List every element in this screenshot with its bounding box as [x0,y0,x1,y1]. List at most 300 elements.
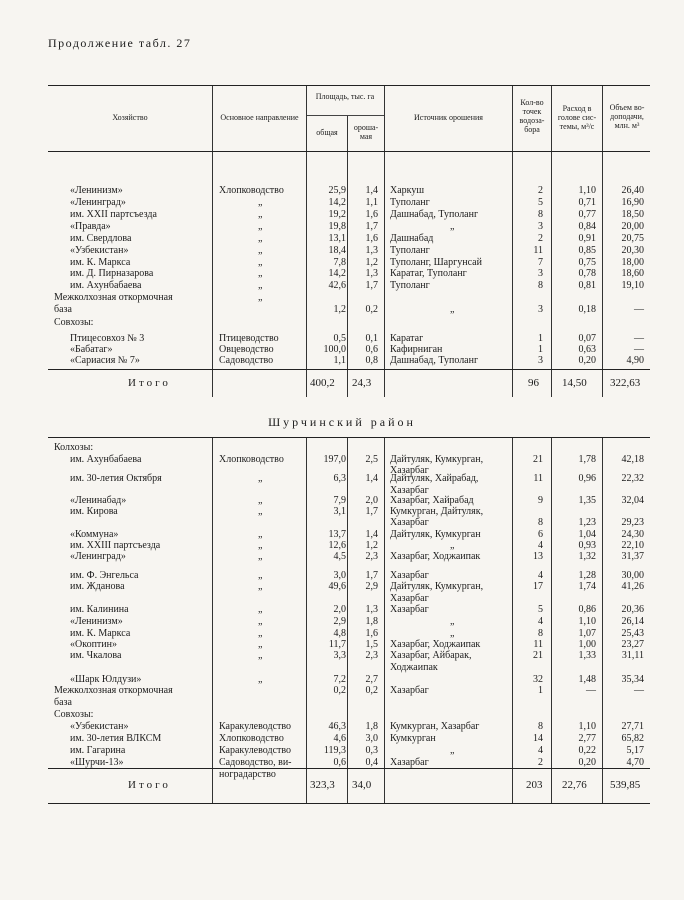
cell-irr: 0,3 [365,745,378,756]
section1-total-rule [48,369,650,370]
cell-farm: им. XXII партсъезда [70,209,157,220]
cell-flow: 1,32 [578,551,596,562]
cell-vol: — [634,333,644,344]
cell-dir: „ [258,233,263,244]
table-row [0,233,684,245]
cell-flow: 0,84 [578,221,596,232]
cell-vol: 29,23 [621,517,644,528]
cell-farm: им. К. Маркса [70,628,131,639]
cell-irr: 2,3 [365,650,378,661]
cell-farm: «Ленинизм» [70,185,123,196]
cell-irr: 1,4 [365,185,378,196]
cell-dir: Каракулеводство [219,745,292,756]
cell-tot: 2,0 [333,604,346,615]
cell-vol: 18,60 [621,268,644,279]
cell-src: „ [450,616,455,627]
cell-farm: им. Жданова [70,581,125,592]
cell-vol: — [634,304,644,315]
cell-irr: 1,3 [365,604,378,615]
cell-irr: 0,2 [365,685,378,696]
cell-farm: «Сариасия № 7» [70,355,140,366]
cell-tot: 7,9 [333,495,346,506]
cell-dir: „ [258,257,263,268]
cell-farm: им. Ахунбабаева [70,454,142,465]
cell-cnt: 8 [538,517,543,528]
cell-src: „ [450,304,455,315]
header-divider [602,86,603,151]
table-row [0,685,684,697]
table-row [0,304,684,316]
cell-dir: „ [258,674,263,685]
table-row [0,268,684,280]
cell-flow: 0,63 [578,344,596,355]
cell-src: Хазарбаг [390,517,429,528]
section2-top-rule [48,437,650,438]
cell-dir: „ [258,604,263,615]
header-top-rule [48,85,650,86]
cell-tot: 18,4 [328,245,346,256]
cell-farm: им. Ахунбабаева [70,280,142,291]
cell-tot: 7,2 [333,674,346,685]
cell-flow: 1,00 [578,639,596,650]
cell-src: Дашнабад, Туполанг [390,209,479,220]
table-row [0,442,684,454]
cell-src: Хазарбаг [390,604,429,615]
cell-irr: 2,5 [365,454,378,465]
cell-irr: 2,9 [365,581,378,592]
cell-vol: 20,00 [621,221,644,232]
cell-farm: им. Чкалова [70,650,122,661]
cell-farm: Межколхозная откормочная [54,292,173,303]
cell-src: Хазарбаг [390,485,429,496]
cell-flow: 1,78 [578,454,596,465]
cell-flow: 0,77 [578,209,596,220]
cell-dir: „ [258,540,263,551]
cell-irr: 2,0 [365,495,378,506]
cell-vol: — [634,685,644,696]
cell-cnt: 8 [538,280,543,291]
cell-src: „ [450,628,455,639]
cell-dir: „ [258,280,263,291]
cell-farm: им. Калинина [70,604,129,615]
cell-cnt: 2 [538,757,543,768]
cell-farm: им. Д. Пирназарова [70,268,154,279]
cell-tot: 3,3 [333,650,346,661]
header-farm: Хозяйство [112,113,148,122]
cell-tot: 46,3 [328,721,346,732]
cell-tot: 6,3 [333,473,346,484]
cell-dir: „ [258,581,263,592]
cell-src: Харкуш [390,185,425,196]
cell-cnt: 11 [533,473,543,484]
cell-farm: «Бабатаг» [70,344,113,355]
cell-cnt: 1 [538,685,543,696]
cell-flow: 0,91 [578,233,596,244]
cell-irr: 0,2 [365,304,378,315]
cell-vol: 24,30 [621,529,644,540]
cell-src: Дашнабад [390,233,434,244]
cell-flow: 0,75 [578,257,596,268]
cell-flow: 1,23 [578,517,596,528]
cell-vol: 22,32 [621,473,644,484]
cell-cnt: 3 [538,221,543,232]
cell-farm: Межколхозная откормочная [54,685,173,696]
cell-dir: „ [258,506,263,517]
cell-dir: „ [258,495,263,506]
cell-irr: 1,4 [365,473,378,484]
cell-dir: Хлопководство [219,454,284,465]
cell-src: Хазарбаг [390,685,429,696]
table-row [0,197,684,209]
cell-tot: 0,2 [333,685,346,696]
cell-cnt: 21 [533,650,543,661]
cell-src: Каратаг [390,333,424,344]
cell-cnt: 2 [538,185,543,196]
cell-flow: — [586,685,596,696]
cell-dir: „ [258,529,263,540]
table-row [0,662,684,674]
cell-cnt: 11 [533,245,543,256]
cell-dir: Хлопководство [219,185,284,196]
cell-src: Туполанг [390,280,430,291]
cell-vol: 30,00 [621,570,644,581]
cell-vol: 32,04 [621,495,644,506]
table-row [0,604,684,616]
cell-flow: 0,96 [578,473,596,484]
cell-flow: 0,71 [578,197,596,208]
cell-farm: «Ленинград» [70,197,126,208]
cell-irr: 1,8 [365,721,378,732]
cell-cnt: 8 [538,721,543,732]
cell-dir: Птицеводство [219,333,279,344]
cell-flow: 0,78 [578,268,596,279]
cell-src: Каратаг, Туполанг [390,268,467,279]
cell-farm: «Узбекистан» [70,245,129,256]
table-row [0,221,684,233]
cell-vol: 18,50 [621,209,644,220]
cell-vol: 4,70 [626,757,644,768]
cell-flow: 1,35 [578,495,596,506]
table-bottom-rule [48,803,650,804]
table-row [0,745,684,757]
cell-src: Туполанг, Шаргунсай [390,257,482,268]
cell-vol: 22,10 [621,540,644,551]
cell-irr: 1,4 [365,529,378,540]
cell-vol: — [634,344,644,355]
cell-vol: 26,40 [621,185,644,196]
area-subheader-rule [306,115,384,116]
cell-src: Кумкурган [390,733,436,744]
cell-src: Кафирниган [390,344,443,355]
district-title: Шурчинский район [268,415,416,429]
cell-tot: 1,1 [333,355,346,366]
cell-tot: 3,0 [333,570,346,581]
total-area: 323,3 [310,779,335,791]
header-area-irrigated: ороша-мая [353,123,379,141]
table-row [0,650,684,662]
header-divider [347,116,348,151]
cell-src: Хазарбаг [390,593,429,604]
cell-tot: 19,8 [328,221,346,232]
cell-flow: 0,07 [578,333,596,344]
cell-flow: 1,74 [578,581,596,592]
cell-src: Кумкурган, Хазарбаг [390,721,480,732]
table-row [0,581,684,593]
cell-farm: Колхозы: [54,442,94,453]
cell-tot: 12,6 [328,540,346,551]
cell-irr: 1,7 [365,570,378,581]
cell-flow: 1,28 [578,570,596,581]
total-label: Итого [128,779,171,791]
header-area-total: общая [316,128,338,137]
cell-cnt: 9 [538,495,543,506]
cell-cnt: 32 [533,674,543,685]
table-row [0,709,684,721]
cell-irr: 1,7 [365,280,378,291]
cell-vol: 65,82 [621,733,644,744]
cell-src: Туполанг [390,197,430,208]
cell-vol: 26,14 [621,616,644,627]
cell-vol: 20,75 [621,233,644,244]
cell-dir: „ [258,197,263,208]
cell-cnt: 5 [538,197,543,208]
cell-vol: 41,26 [621,581,644,592]
cell-irr: 1,6 [365,628,378,639]
cell-irr: 1,1 [365,197,378,208]
cell-src: Дайтуляк, Хайрабад, [390,473,479,484]
cell-farm: «Коммуна» [70,529,119,540]
cell-farm: база [54,697,72,708]
cell-flow: 2,77 [578,733,596,744]
cell-flow: 0,81 [578,280,596,291]
cell-vol: 27,71 [621,721,644,732]
cell-cnt: 14 [533,733,543,744]
table-caption: Продолжение табл. 27 [48,36,192,50]
cell-flow: 0,20 [578,355,596,366]
cell-src: Хазарбаг, Ходжаипак [390,639,481,650]
header-bottom-rule [48,151,650,152]
cell-irr: 2,7 [365,674,378,685]
cell-farm: им. К. Маркса [70,257,131,268]
cell-tot: 4,5 [333,551,346,562]
cell-tot: 2,9 [333,616,346,627]
cell-dir: „ [258,639,263,650]
cell-flow: 1,10 [578,185,596,196]
table-row [0,317,684,329]
cell-irr: 3,0 [365,733,378,744]
cell-irr: 1,2 [365,540,378,551]
cell-vol: 42,18 [621,454,644,465]
cell-dir: Хлопководство [219,733,284,744]
header-area: Площадь, тыс. га [315,92,375,101]
cell-irr: 1,5 [365,639,378,650]
cell-cnt: 4 [538,570,543,581]
cell-tot: 14,2 [328,268,346,279]
cell-cnt: 1 [538,344,543,355]
cell-farm: «Ленинизм» [70,616,123,627]
cell-flow: 0,18 [578,304,596,315]
cell-vol: 20,36 [621,604,644,615]
cell-cnt: 2 [538,233,543,244]
table-row [0,733,684,745]
cell-irr: 0,8 [365,355,378,366]
cell-tot: 100,0 [323,344,346,355]
cell-dir: „ [258,209,263,220]
header-flow: Расход в голове сис-темы, м³/с [557,104,597,131]
cell-vol: 16,90 [621,197,644,208]
total-intakes: 203 [526,779,543,791]
table-row [0,185,684,197]
cell-flow: 1,48 [578,674,596,685]
header-divider [306,86,307,151]
cell-cnt: 7 [538,257,543,268]
cell-tot: 11,7 [328,639,346,650]
table-row [0,551,684,563]
cell-farm: Совхозы: [54,317,94,328]
header-volume: Объем во-доподачи, млн. м³ [609,103,645,130]
cell-src: Ходжаипак [390,662,438,673]
total-irrigated: 24,3 [352,377,372,389]
cell-src: Кумкурган, Дайтуляк, [390,506,484,517]
cell-src: Хазарбаг, Хайрабад [390,495,474,506]
cell-vol: 4,90 [626,355,644,366]
cell-vol: 35,34 [621,674,644,685]
cell-tot: 0,5 [333,333,346,344]
cell-cnt: 3 [538,355,543,366]
cell-tot: 3,1 [333,506,346,517]
cell-src: Туполанг [390,245,430,256]
cell-vol: 20,30 [621,245,644,256]
cell-irr: 1,7 [365,221,378,232]
cell-tot: 0,6 [333,757,346,768]
table-row [0,473,684,485]
cell-src: „ [450,745,455,756]
cell-flow: 1,10 [578,721,596,732]
table-row [0,245,684,257]
cell-dir: „ [258,268,263,279]
cell-farm: Совхозы: [54,709,94,720]
total-flow: 22,76 [562,779,587,791]
cell-src: Хазарбаг [390,465,429,476]
cell-cnt: 13 [533,551,543,562]
total-area: 400,2 [310,377,335,389]
cell-cnt: 21 [533,454,543,465]
cell-cnt: 3 [538,304,543,315]
cell-dir: „ [258,473,263,484]
cell-cnt: 4 [538,616,543,627]
cell-flow: 0,22 [578,745,596,756]
cell-src: „ [450,221,455,232]
cell-farm: «Ленинград» [70,551,126,562]
cell-src: Хазарбаг [390,757,429,768]
total-volume: 322,63 [610,377,641,389]
total-flow: 14,50 [562,377,587,389]
cell-farm: им. Кирова [70,506,118,517]
table-row [0,280,684,292]
cell-cnt: 1 [538,333,543,344]
cell-dir: „ [258,221,263,232]
cell-tot: 19,2 [328,209,346,220]
cell-irr: 0,4 [365,757,378,768]
cell-dir: Садоводство [219,355,274,366]
cell-flow: 0,85 [578,245,596,256]
cell-vol: 23,27 [621,639,644,650]
header-divider [551,86,552,151]
cell-dir: „ [258,616,263,627]
cell-src: Дашнабад, Туполанг [390,355,479,366]
cell-dir: Овцеводство [219,344,274,355]
cell-dir: „ [258,292,263,303]
cell-irr: 0,6 [365,344,378,355]
cell-tot: 13,1 [328,233,346,244]
header-direction: Основное направление [220,113,299,122]
header-divider [512,86,513,151]
cell-farm: Птицесовхоз № 3 [70,333,145,344]
cell-tot: 197,0 [323,454,346,465]
cell-irr: 1,7 [365,506,378,517]
cell-tot: 25,9 [328,185,346,196]
cell-cnt: 5 [538,604,543,615]
cell-cnt: 4 [538,745,543,756]
cell-tot: 7,8 [333,257,346,268]
table-row [0,616,684,628]
cell-tot: 4,6 [333,733,346,744]
cell-farm: «Шурчи-13» [70,757,124,768]
cell-src: Дайтуляк, Кумкурган, [390,454,484,465]
cell-dir: „ [258,628,263,639]
cell-farm: им. 30-летия ВЛКСМ [70,733,162,744]
table-row [0,721,684,733]
cell-flow: 0,93 [578,540,596,551]
cell-irr: 1,6 [365,233,378,244]
cell-irr: 1,3 [365,268,378,279]
cell-cnt: 6 [538,529,543,540]
cell-farm: «Ленинабад» [70,495,127,506]
cell-dir: „ [258,551,263,562]
cell-flow: 1,10 [578,616,596,627]
cell-farm: им. Гагарина [70,745,126,756]
cell-farm: «Окоптин» [70,639,117,650]
cell-cnt: 3 [538,268,543,279]
cell-tot: 4,8 [333,628,346,639]
total-volume: 539,85 [610,779,641,791]
cell-src: Хазарбаг, Айбарак, [390,650,472,661]
cell-flow: 1,33 [578,650,596,661]
table-row [0,355,684,367]
total-intakes: 96 [528,377,539,389]
cell-farm: им. Ф. Энгельса [70,570,139,581]
cell-dir: „ [258,650,263,661]
cell-irr: 2,3 [365,551,378,562]
section2-total-rule [48,768,650,769]
cell-src: „ [450,540,455,551]
cell-farm: «Узбекистан» [70,721,129,732]
cell-tot: 13,7 [328,529,346,540]
cell-cnt: 4 [538,540,543,551]
cell-irr: 0,1 [365,333,378,344]
cell-src: Хазарбаг [390,570,429,581]
cell-farm: им. XXIII партсъезда [70,540,161,551]
table-row [0,697,684,709]
cell-tot: 49,6 [328,581,346,592]
cell-vol: 25,43 [621,628,644,639]
cell-src: Хазарбаг, Ходжаипак [390,551,481,562]
cell-src: Дайтуляк, Кумкурган [390,529,481,540]
cell-irr: 1,8 [365,616,378,627]
cell-cnt: 17 [533,581,543,592]
cell-vol: 31,37 [621,551,644,562]
cell-tot: 14,2 [328,197,346,208]
